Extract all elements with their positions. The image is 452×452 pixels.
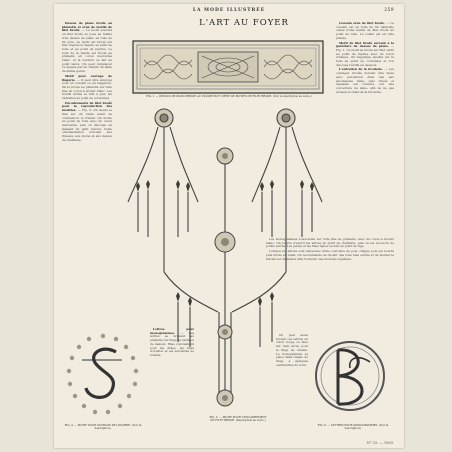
ornamental-filet-motif	[118, 102, 332, 412]
page-header	[64, 8, 394, 16]
monogram-letters-illustration	[308, 336, 392, 422]
monogram-beaded-illustration	[62, 330, 144, 420]
figure-caption: FIG. 4. — MOTIF POUR OUVRAGE DE LINGERIE. (Voir la description.)	[64, 424, 142, 431]
paragraph: Motif pour ouvrage de lingerie. — Il peut être employé pour un coussin ou un napperon. On le brode au plumetis sur toile fine en coton à broder blanc. Les motifs évidés se font à jour, les barrettes au point de cordonnet.	[62, 73, 112, 101]
paragraph: Les monogrammes s'exécutent sur toile fine au plumetis, avec du coton à broder blanc. On bourre d'abord les lettres au point de chaînette, puis on les recouvre de points serrés. Les perles et les fines lignes se font au point de tige.	[266, 238, 394, 249]
figure-caption: FIG. 5. — MOTIF POUR L'ENCADREMENT DE FILET BRODÉ. (Description au recto.)	[209, 416, 267, 423]
page-title: L'ART AU FOYER	[199, 18, 289, 28]
figure-caption: FIG. 1. — DESSUS DE PIANO BRODÉ AU PLUMETIS ET ORNÉ DE MOTIFS DE FILET BRODÉ. (Voir la description au verso.)	[146, 95, 312, 98]
paragraph: On peut aussi broder ces lettres en coton rouge ou bleu sur toile écrue pour le linge de cuisine. Le monogramme se place dans l'angle du linge, à quelques centimètres du bord.	[276, 334, 308, 367]
page-number: 259	[384, 8, 394, 13]
paragraph: Encadrements de filet brodé pour la reproduction des modèles. — Fig. 3. On monte le filet sur un cadre avant de commencer le travail. On brode au point de toile avec du coton mercerisé, puis on découpe en laissant un petit rebord. Cette ornementation convient aux rideaux, aux stores et aux dessus de cheminée.	[62, 100, 112, 142]
magazine-page	[54, 4, 404, 448]
figure-caption: FIG. 6. — LETTRES POUR MONOGRAMMES. (Voir la description.)	[317, 424, 389, 431]
column-right	[336, 22, 394, 168]
paragraph: Lorsque les lettres sont entourées d'une couronne de pois, chaque pois est bourré puis brodé en relief. On recommande de choisir une toile bien serrée et de monter le travail sur un métier afin d'obtenir une broderie régulière.	[266, 249, 394, 261]
paragraph: L'entretien de la broderie. — Les ouvrages brodés doivent être lavés avec précaution dans une eau savonneuse tiède, puis rincés et repassés sur l'envers, sur une couverture de laine, afin de ne pas écraser le relief de la broderie.	[336, 67, 394, 94]
paragraph: Motif de filet brodé servant à la garniture de dessus de piano. — Fig. 1. Ce motif se brode sur filet carré au point de reprise avec du coton d'Alsace. On l'applique ensuite sur la toile au point de cordonnet et l'on découpe l'étoffe en dessous.	[336, 40, 394, 67]
magazine-name: LA MODE ILLUSTRÉE	[192, 8, 266, 13]
column-left	[62, 22, 112, 246]
footer-right: N° 33. — 1909.	[366, 441, 394, 445]
paragraph: Lettres pour monogrammes. — Les lettres se brodent au plumetis sur linge de table ou de maison. Elles conviennent pour les draps, les taies d'oreiller et les serviettes de toilette.	[150, 328, 194, 357]
piano-cover-illustration	[132, 40, 324, 94]
paragraph: Dessus de piano brodé au plumetis et orné de motifs de filet brodé. — Le motif exécuté en filet brodé se pose au milieu d'un dessus de piano en toile de lin écru. Le motif est brodé sur filet d'après le dessin, au point de toile et au point de reprise. Le fond de la bande est brodé au plumetis en coton mercerisé blanc, et la bordure se fait au point lancé. On peut remplacer ce dessus par un chemin de table de même genre.	[62, 22, 112, 74]
paragraph: Coussin orné de filet brodé. — Le coussin est en toile de lin naturelle ornée d'une bande de filet brodé au point de toile. Le volant est en toile plissée.	[336, 22, 394, 40]
